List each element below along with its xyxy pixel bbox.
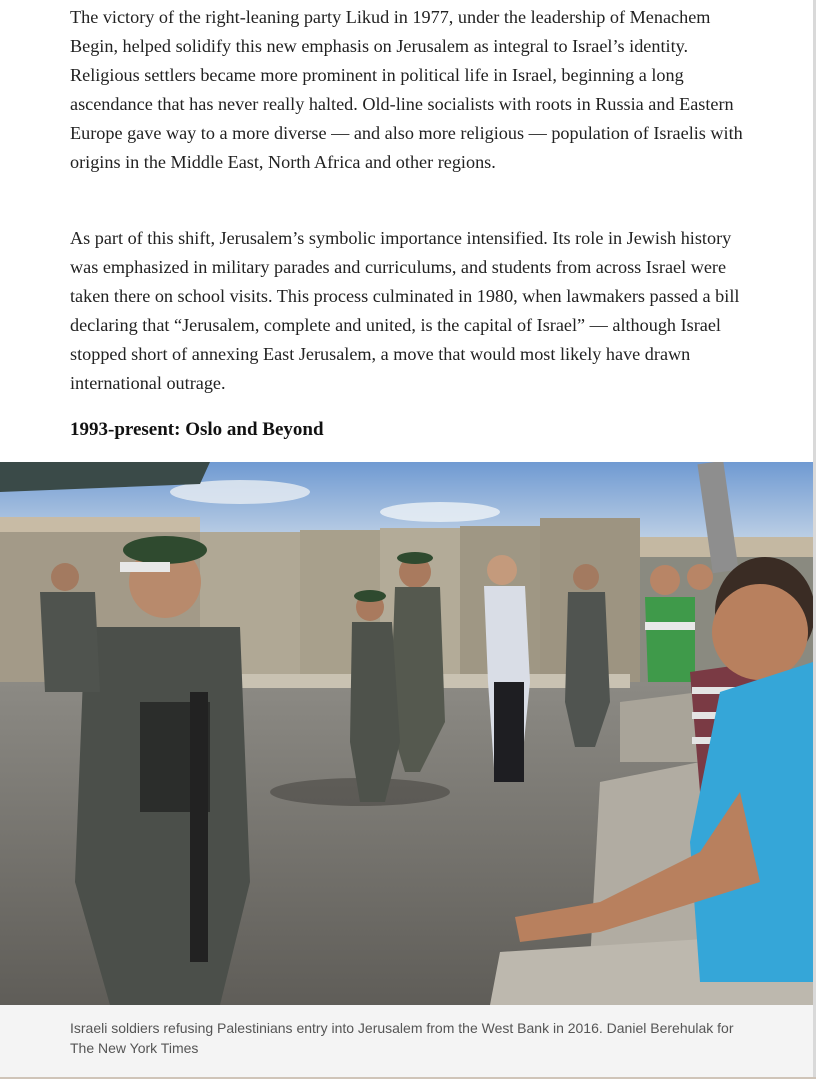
photo-caption: Israeli soldiers refusing Palestinians entry into Jerusalem from the West Bank in 2016. Daniel Berehulak for The New York Times	[70, 1020, 734, 1056]
article-photo	[0, 462, 813, 1005]
photo-soldiers-checkpoint	[0, 462, 813, 1005]
article-paragraph: The victory of the right-leaning party Likud in 1977, under the leadership of Menachem Begin, helped solidify this new emphasis on Jerusalem as integral to Israel’s identity. Religious settlers became more prominent in political life in Israel, beginning a long ascendance that has never really halted. Old-line socialists with roots in Russia and Eastern Europe gave way to a more diverse — and also more religious — population of Israelis with origins in the Middle East, North Africa and other regions.	[70, 7, 743, 172]
article-paragraph: As part of this shift, Jerusalem’s symbolic importance intensified. Its role in Jewish history was emphasized in military parades and curriculums, and students from across Israel were taken there on school visits. This process culminated in 1980, when lawmakers passed a bill declaring that “Jerusalem, complete and united, is the capital of Israel” — although Israel stopped short of annexing East Jerusalem, a move that would most likely have drawn international outrage.	[70, 228, 740, 393]
section-subhead: 1993-present: Oslo and Beyond	[70, 419, 324, 440]
caption-area	[0, 1005, 813, 1079]
